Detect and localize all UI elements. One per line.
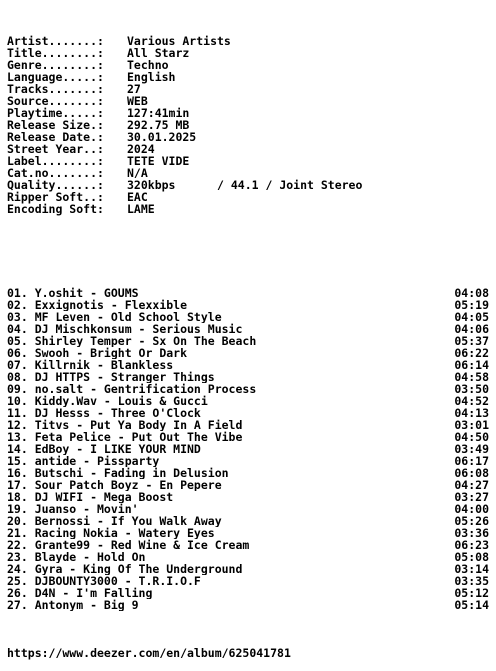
track-duration: 06:22: [454, 346, 489, 360]
info-key: Language.....:: [7, 70, 104, 84]
info-key: Street Year..:: [7, 142, 104, 156]
info-key: Artist.......:: [7, 34, 104, 48]
track-list: [7, 287, 489, 611]
track-duration: 04:52: [454, 394, 489, 408]
track-duration: 04:50: [454, 430, 489, 444]
info-value: 127:41min: [127, 106, 190, 120]
info-value: WEB: [127, 94, 148, 108]
info-key: Ripper Soft..:: [7, 190, 104, 204]
track-row: [7, 395, 489, 407]
track-title: 16. Butschi - Fading in Delusion: [7, 467, 229, 479]
track-row: [7, 587, 489, 599]
track-duration: 04:13: [454, 406, 489, 420]
track-title: 11. DJ Hesss - Three O'Clock: [7, 407, 201, 419]
info-key: Cat.no.......:: [7, 166, 104, 180]
release-info-block: [7, 35, 489, 215]
track-duration: 04:08: [454, 286, 489, 300]
track-title: 21. Racing Nokia - Watery Eyes: [7, 527, 215, 539]
info-value: 2024: [127, 142, 155, 156]
track-row: [7, 299, 489, 311]
track-duration: 03:49: [454, 442, 489, 456]
track-row: [7, 311, 489, 323]
info-value: 30.01.2025: [127, 130, 197, 144]
info-key: Release Size.:: [7, 118, 104, 132]
track-duration: 04:05: [454, 310, 489, 324]
track-row: [7, 539, 489, 551]
track-duration: 06:08: [454, 466, 489, 480]
info-value: 27: [127, 82, 141, 96]
track-duration: 04:58: [454, 370, 489, 384]
track-row: [7, 347, 489, 359]
track-row: [7, 575, 489, 587]
track-title: 06. Swooh - Bright Or Dark: [7, 347, 188, 359]
album-url[interactable]: https://www.deezer.com/en/album/625041781: [7, 646, 291, 660]
track-row: [7, 599, 489, 611]
track-title: 23. Blayde - Hold On: [7, 551, 146, 563]
track-title: 13. Feta Pelice - Put Out The Vibe: [7, 431, 243, 443]
track-title: 15. antide - Pissparty: [7, 455, 160, 467]
info-value: 292.75 MB: [127, 118, 190, 132]
track-duration: 05:14: [454, 598, 489, 612]
info-value: N/A: [127, 166, 148, 180]
track-row: [7, 287, 489, 299]
track-title: 04. DJ Mischkonsum - Serious Music: [7, 323, 243, 335]
info-row: [7, 203, 489, 215]
track-duration: 05:26: [454, 514, 489, 528]
track-duration: 04:06: [454, 322, 489, 336]
track-title: 08. DJ HTTPS - Stranger Things: [7, 371, 215, 383]
track-row: [7, 515, 489, 527]
spacer: [7, 239, 489, 263]
track-duration: 03:27: [454, 490, 489, 504]
track-duration: 06:14: [454, 358, 489, 372]
track-title: 02. Exxignotis - Flexxible: [7, 299, 188, 311]
track-duration: 05:08: [454, 550, 489, 564]
track-title: 03. MF Leven - Old School Style: [7, 311, 222, 323]
info-key: Quality......:: [7, 178, 104, 192]
info-key: Label........:: [7, 154, 104, 168]
track-duration: 03:01: [454, 418, 489, 432]
track-row: [7, 431, 489, 443]
track-duration: 05:12: [454, 586, 489, 600]
track-row: [7, 527, 489, 539]
track-row: [7, 371, 489, 383]
info-key: Playtime.....:: [7, 106, 104, 120]
track-title: 27. Antonym - Big 9: [7, 599, 139, 611]
info-value: TETE VIDE: [127, 154, 190, 168]
track-row: [7, 443, 489, 455]
track-title: 05. Shirley Temper - Sx On The Beach: [7, 335, 257, 347]
track-title: 18. DJ WIFI - Mega Boost: [7, 491, 174, 503]
info-value: English: [127, 70, 176, 84]
track-duration: 06:23: [454, 538, 489, 552]
track-row: [7, 419, 489, 431]
track-title: 09. no.salt - Gentrification Process: [7, 383, 257, 395]
track-row: [7, 383, 489, 395]
track-row: [7, 407, 489, 419]
track-duration: 06:17: [454, 454, 489, 468]
track-title: 07. Killrnik - Blankless: [7, 359, 174, 371]
track-title: 22. Grante99 - Red Wine & Ice Cream: [7, 539, 250, 551]
info-key: Source.......:: [7, 94, 104, 108]
track-row: [7, 479, 489, 491]
info-key: Release Date.:: [7, 130, 104, 144]
info-key: Encoding Soft:: [7, 202, 104, 216]
track-duration: 03:50: [454, 382, 489, 396]
track-row: [7, 563, 489, 575]
track-title: 14. EdBoy - I LIKE YOUR MIND: [7, 443, 201, 455]
track-duration: 05:19: [454, 298, 489, 312]
track-title: 17. Sour Patch Boyz - En Pepere: [7, 479, 222, 491]
track-title: 20. Bernossi - If You Walk Away: [7, 515, 222, 527]
track-duration: 04:27: [454, 478, 489, 492]
track-title: 26. D4N - I'm Falling: [7, 587, 153, 599]
info-value: All Starz: [127, 46, 190, 60]
track-row: [7, 455, 489, 467]
info-key: Title........:: [7, 46, 104, 60]
track-duration: 03:35: [454, 574, 489, 588]
info-key: Tracks.......:: [7, 82, 104, 96]
track-duration: 04:00: [454, 502, 489, 516]
track-row: [7, 323, 489, 335]
info-value: Various Artists: [127, 34, 231, 48]
release-info-document: [7, 11, 489, 671]
info-key: Genre........:: [7, 58, 104, 72]
track-title: 12. Titvs - Put Ya Body In A Field: [7, 419, 243, 431]
track-title: 19. Juanso - Movin': [7, 503, 139, 515]
track-row: [7, 467, 489, 479]
track-title: 10. Kiddy.Wav - Louis & Gucci: [7, 395, 208, 407]
track-row: [7, 503, 489, 515]
track-title: 25. DJBOUNTY3000 - T.R.I.O.F: [7, 575, 201, 587]
info-value: EAC: [127, 190, 148, 204]
track-title: 24. Gyra - King Of The Underground: [7, 563, 243, 575]
track-row: [7, 359, 489, 371]
track-row: [7, 335, 489, 347]
track-row: [7, 551, 489, 563]
track-duration: 03:36: [454, 526, 489, 540]
track-title: 01. Y.oshit - GOUMS: [7, 287, 139, 299]
info-value: LAME: [127, 202, 155, 216]
track-duration: 05:37: [454, 334, 489, 348]
info-value: Techno: [127, 58, 169, 72]
track-duration: 03:14: [454, 562, 489, 576]
track-row: [7, 491, 489, 503]
info-value: 320kbps / 44.1 / Joint Stereo: [127, 178, 363, 192]
